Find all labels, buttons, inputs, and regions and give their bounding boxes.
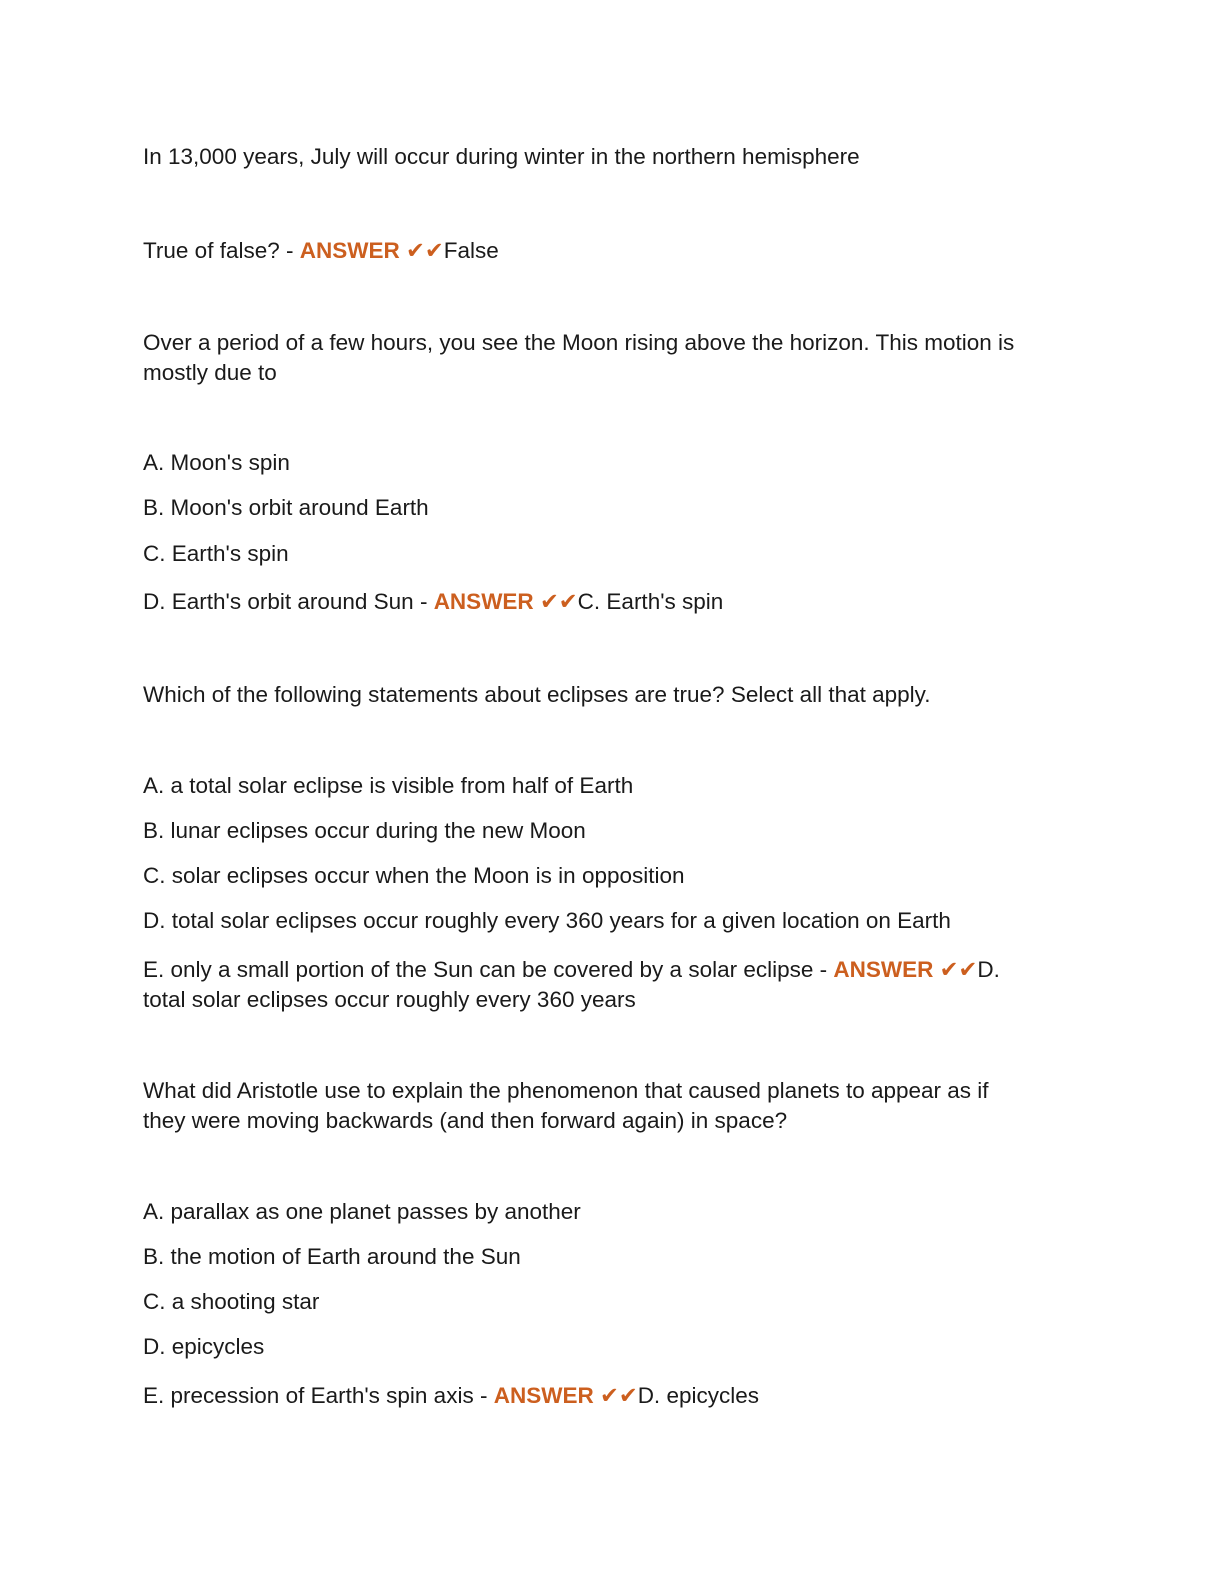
question-2-option-d: D. Earth's orbit around Sun - [143,589,434,614]
double-check-icon: ✔✔ [939,957,978,982]
question-3-answer-part-1: D. [977,957,1000,982]
question-3-option-e-answer-line [143,955,1000,985]
question-4-option-d: D. epicycles [143,1334,265,1359]
question-3-answer-part-2: total solar eclipses occur roughly every 360 years [143,987,636,1012]
question-4-text-line-1: What did Aristotle use to explain the phenomenon that caused planets to appear as if [143,1078,989,1103]
question-2-option-a: A. Moon's spin [143,450,290,475]
question-1-answer-line [143,236,499,266]
question-4-text-line-2: they were moving backwards (and then forward again) in space? [143,1108,788,1133]
question-4-option-c: C. a shooting star [143,1289,320,1314]
answer-label: ANSWER [493,1383,594,1408]
answer-label: ANSWER [433,589,534,614]
question-4-answer: D. epicycles [637,1383,759,1408]
question-3-text: Which of the following statements about eclipses are true? Select all that apply. [143,682,931,707]
question-3-option-d: D. total solar eclipses occur roughly every 360 years for a given location on Earth [143,908,951,933]
double-check-icon: ✔✔ [539,589,578,614]
double-check-icon: ✔✔ [406,238,444,263]
question-4-option-a: A. parallax as one planet passes by another [143,1199,581,1224]
question-2-answer: C. Earth's spin [577,589,724,614]
question-1-answer: False [443,238,499,263]
question-4-option-b: B. the motion of Earth around the Sun [143,1244,521,1269]
answer-label: ANSWER [299,238,400,263]
question-2-option-c: C. Earth's spin [143,541,289,566]
double-check-icon: ✔✔ [599,1383,638,1408]
question-2-text-line-1: Over a period of a few hours, you see the Moon rising above the horizon. This motion is [143,330,1015,355]
question-2-option-d-answer-line [143,587,723,617]
answer-label: ANSWER [833,957,934,982]
question-3-option-e: E. only a small portion of the Sun can be covered by a solar eclipse - [143,957,834,982]
question-3-option-a: A. a total solar eclipse is visible from half of Earth [143,773,634,798]
question-1-prompt: True of false? - [143,238,300,263]
question-3-option-b: B. lunar eclipses occur during the new Moon [143,818,586,843]
question-4-option-e-answer-line [143,1381,759,1411]
question-1-text: In 13,000 years, July will occur during winter in the northern hemisphere [143,144,860,169]
question-2-option-b: B. Moon's orbit around Earth [143,495,429,520]
question-4-option-e: E. precession of Earth's spin axis - [143,1383,494,1408]
question-3-option-c: C. solar eclipses occur when the Moon is in opposition [143,863,685,888]
question-2-text-line-2: mostly due to [143,360,277,385]
